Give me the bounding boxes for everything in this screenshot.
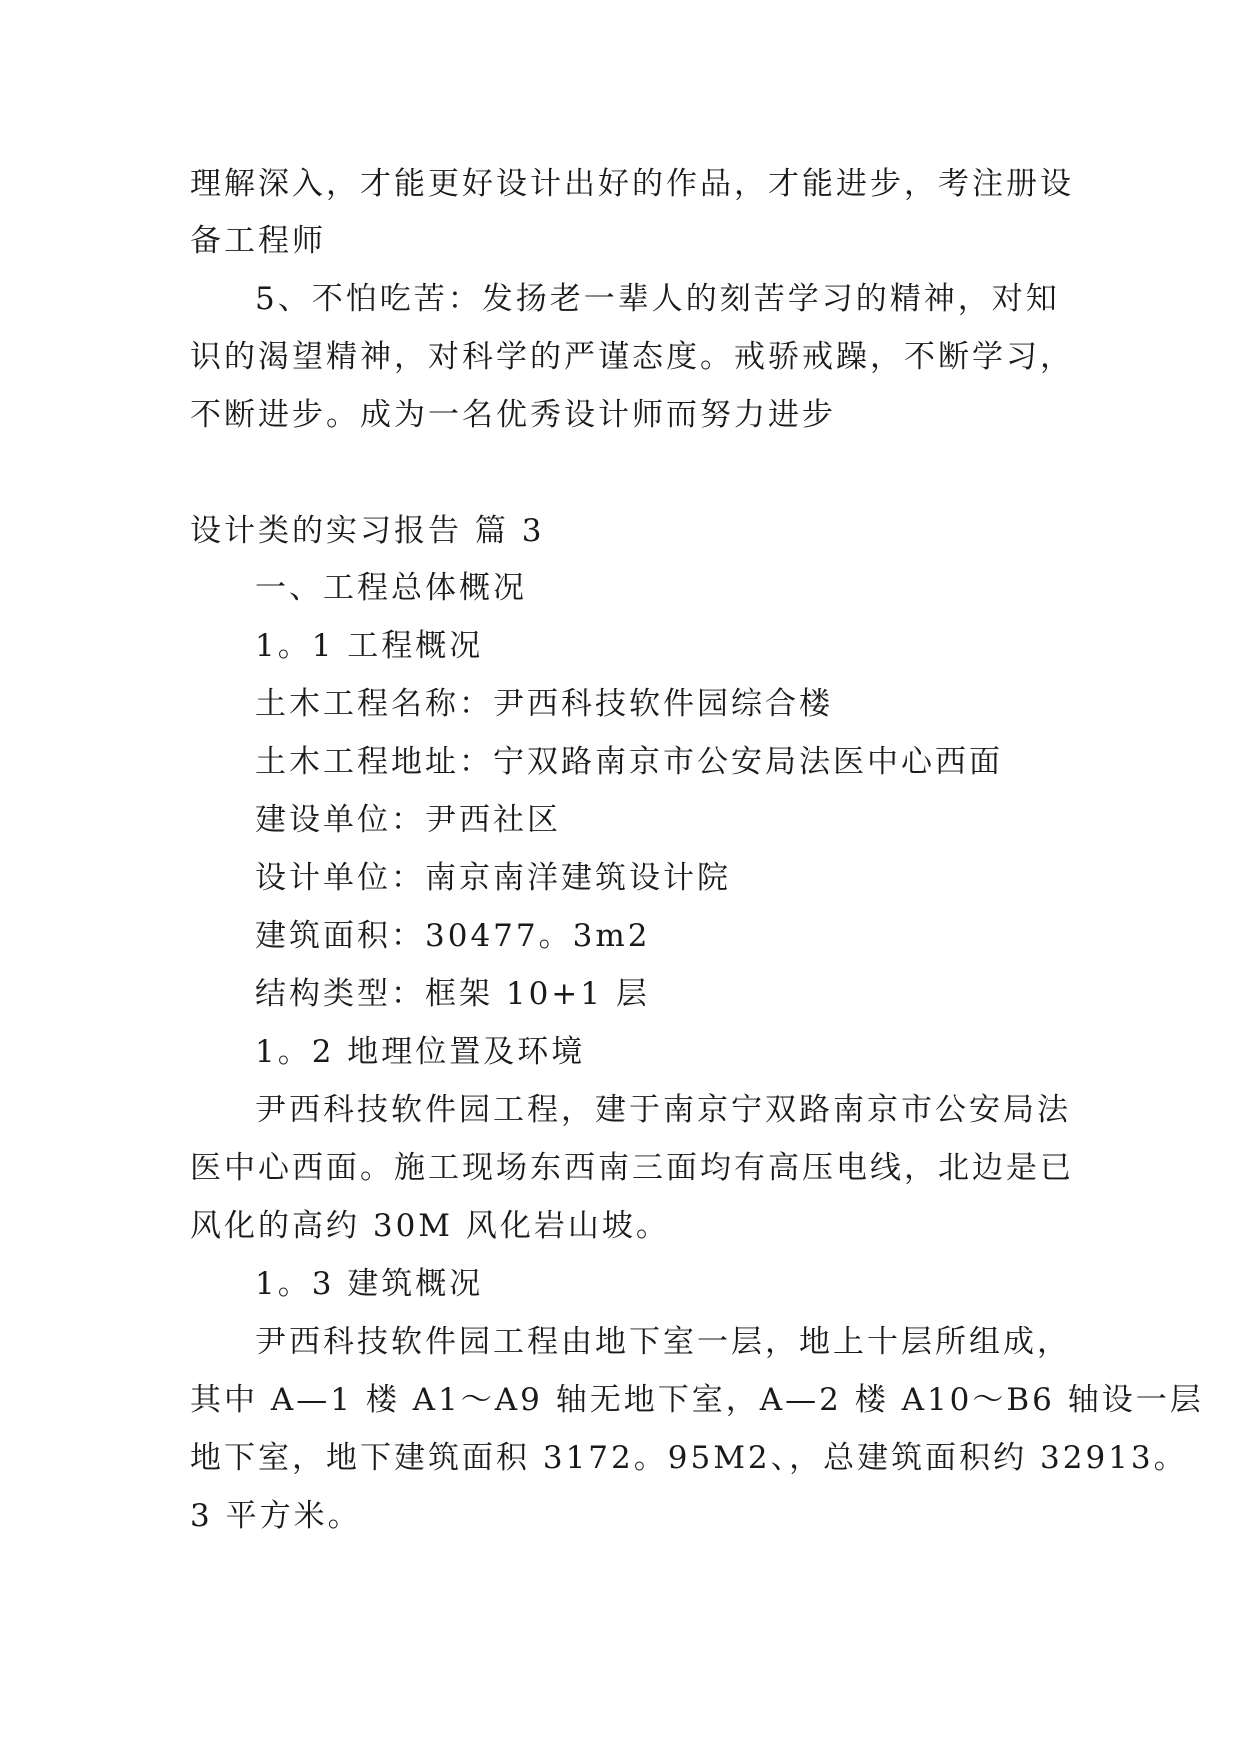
text-line: 不断进步。成为一名优秀设计师而努力进步	[190, 397, 836, 433]
text-line: 备工程师	[190, 223, 326, 259]
text-line: 土木工程地址：宁双路南京市公安局法医中心西面	[255, 744, 1003, 780]
text-line: 识的渴望精神，对科学的严谨态度。戒骄戒躁，不断学习，	[190, 339, 1074, 375]
text-line: 风化的高约 30M 风化岩山坡。	[190, 1208, 670, 1244]
text-line: 理解深入，才能更好设计出好的作品，才能进步，考注册设	[190, 166, 1074, 202]
text-line: 一、工程总体概况	[255, 570, 527, 606]
text-line: 1。2 地理位置及环境	[255, 1034, 586, 1070]
text-line: 建设单位：尹西社区	[255, 802, 561, 838]
text-line: 1。1 工程概况	[255, 628, 484, 664]
text-line: 结构类型：框架 10+1 层	[255, 976, 650, 1012]
text-line: 设计单位：南京南洋建筑设计院	[255, 860, 731, 896]
section-heading: 设计类的实习报告 篇 3	[190, 513, 545, 549]
text-line: 其中 A—1 楼 A1～A9 轴无地下室，A—2 楼 A10～B6 轴设一层	[190, 1382, 1204, 1418]
text-line: 1。3 建筑概况	[255, 1266, 484, 1302]
text-line: 尹西科技软件园工程，建于南京宁双路南京市公安局法	[255, 1092, 1071, 1128]
text-line: 5、不怕吃苦：发扬老一辈人的刻苦学习的精神，对知	[255, 281, 1060, 317]
text-line: 医中心西面。施工现场东西南三面均有高压电线，北边是已	[190, 1150, 1074, 1186]
text-line: 地下室，地下建筑面积 3172。95M2、，总建筑面积约 32913。	[190, 1440, 1188, 1476]
text-line: 3 平方米。	[190, 1498, 362, 1534]
text-line: 建筑面积：30477。3m2	[255, 918, 651, 954]
text-line: 尹西科技软件园工程由地下室一层，地上十层所组成，	[255, 1324, 1071, 1360]
text-line: 土木工程名称：尹西科技软件园综合楼	[255, 686, 833, 722]
